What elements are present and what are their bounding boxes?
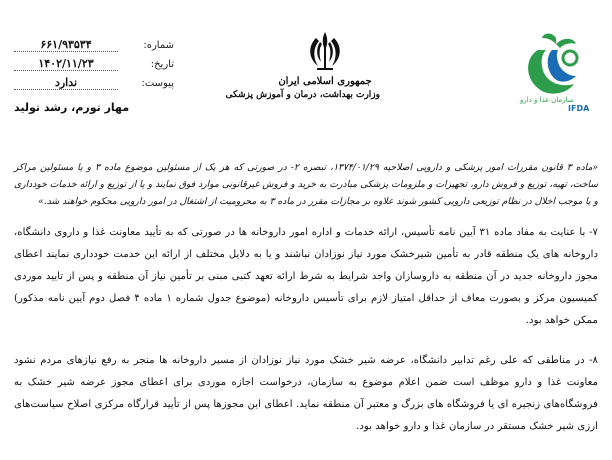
- letter-date-row: [14, 57, 174, 76]
- letter-metadata: [14, 38, 174, 114]
- letter-attachment-row: [14, 76, 174, 95]
- ifda-logo-icon: [516, 30, 596, 100]
- letter-attachment-value: ندارد: [14, 76, 118, 90]
- ifda-logo: [516, 30, 596, 120]
- letter-number-value: ۶۶۱/۹۳۵۳۴: [14, 38, 118, 52]
- government-emblem: [225, 28, 380, 138]
- letter-number-row: [14, 38, 174, 57]
- letter-attachment-label: پیوست:: [141, 78, 174, 89]
- letter-number-label: شماره:: [143, 40, 174, 51]
- letter-date-value: ۱۴۰۲/۱۱/۲۳: [14, 57, 118, 71]
- ministry-title: وزارت بهداشت، درمان و آموزش پزشکی: [225, 90, 380, 100]
- letter-date-label: تاریخ:: [150, 59, 174, 70]
- government-title: جمهوری اسلامی ایران: [278, 76, 372, 87]
- iran-emblem-icon: [302, 28, 348, 74]
- slogan-stamp: مهار تورم، رشد تولید: [14, 101, 130, 114]
- paragraph-7: ۷- با عنایت به مفاد ماده ۳۱ آیین نامه تأسیس، ارائه خدمات و اداره امور داروخانه ها در صورتی که به تأیید معاونت غذا و داروی دانشگاه، داروخانه های یک منطقه قادر به تأمین شیرخشک مورد نیاز نوزادان نباشند و یا به دلایل مختلف از ارائه این خدمت خودداری نمایند اعطای مجوز داروخانه جدید در آن منطقه به داروسازان واجد شرایط به شرط ارائه تعهد کتبی مبنی بر تأمین نیاز آن منطقه و پس از تایید موردی کمیسیون مرکز و بصورت معاف از حداقل امتیاز لازم برای تأسیس داروخانه (موضوع جدول شماره ۱ ماده ۴ فصل دوم آیین نامه مذکور) ممکن خواهد بود.: [14, 227, 598, 326]
- legal-quote: «ماده ۳ قانون مقررات امور پزشکی و دارویی اصلاحیه ۱۳۷۴/۰۱/۲۹، تبصره ۲- در صورتی که هر یک از مسئولین موضوع ماده ۳ و یا مسئولین مراکز ساخت، تهیه، توزیع و فروش دارو، تجهیزات و ملزومات پزشکی مبادرت به خرید و فروش غیرقانونی موارد فوق نمایند و یا از توزیع و ارائه خدمات خودداری و یا موجب اخلال در نظام توزیعی دارویی کشور شوند علاوه بر مجازات مقرر در ماده ۳ به محرومیت از اشتغال در امور دارویی محکوم خواهند شد.»: [14, 162, 598, 207]
- paragraph-8: ۸- در مناطقی که علی رغم تدابیر دانشگاه، عرضه شیر خشک مورد نیاز نوزادان از مسیر داروخانه ها منجر به رفع نیازهای مردم نشود معاونت غذا و دارو موظف است ضمن اعلام موضوع به سازمان، درخواست اجازه موردی برای اعطای مجوز عرضه شیر خشک به فروشگاه‌های زنجیره ای یا فروشگاه های بزرگ و معتبر آن منطقه نماید. اعطای این مجوزها پس از تأیید قرارگاه مرکزی اصلاح سیاست‌های ارزی شیر خشک مستقر در سازمان غذا و دارو خواهد بود.: [14, 355, 598, 432]
- ifda-caption: سازمان غذا و دارو: [520, 96, 574, 104]
- ifda-abbr: IFDA: [568, 104, 590, 113]
